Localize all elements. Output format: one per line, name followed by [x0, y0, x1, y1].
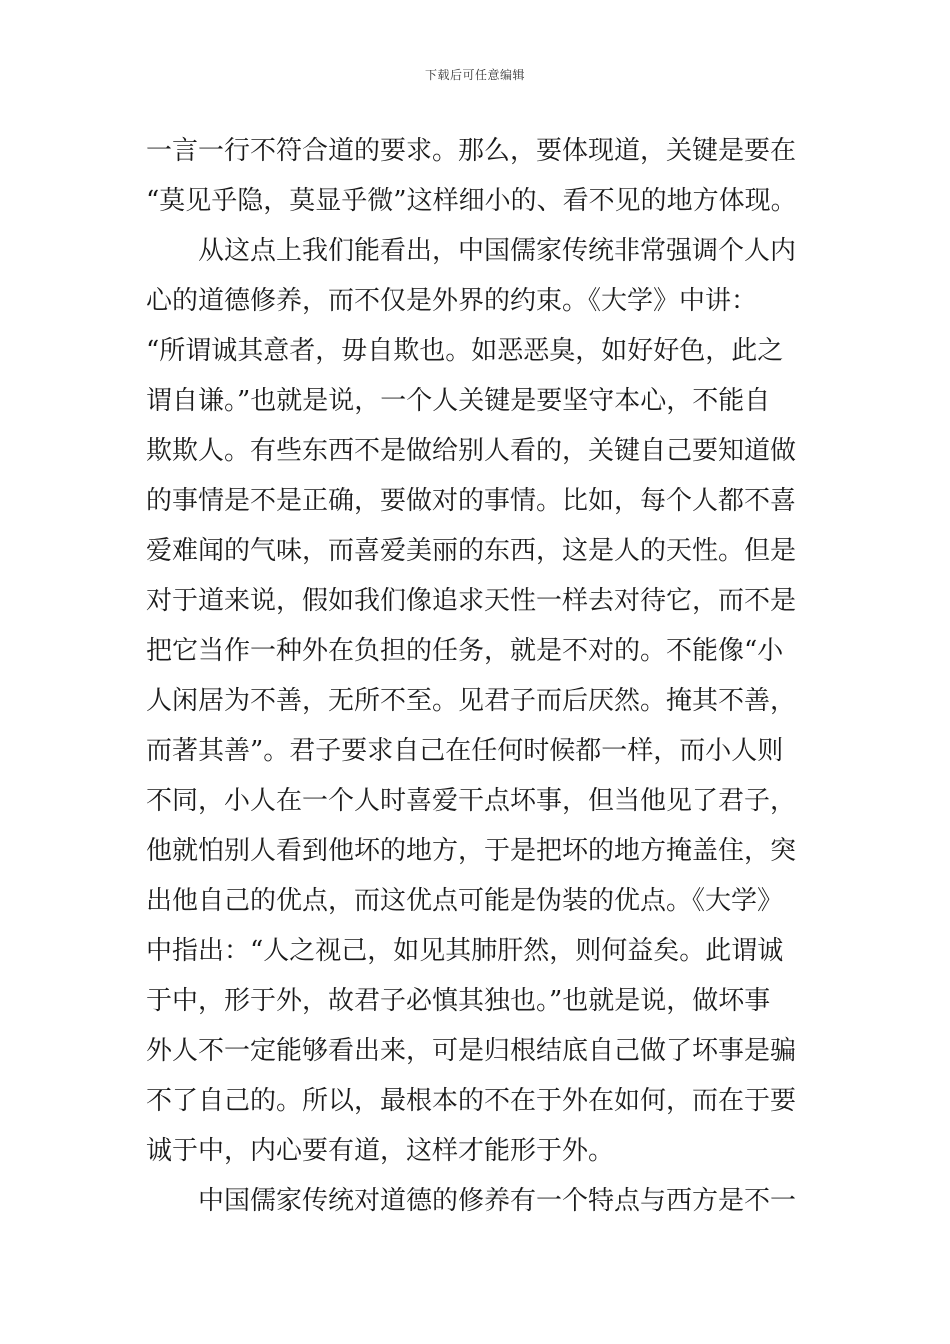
text-line: 对于道来说，假如我们像追求天性一样去对待它，而不是: [146, 586, 797, 616]
text-line: 的事情是不是正确，要做对的事情。比如，每个人都不喜: [146, 486, 797, 516]
text-line: 从这点上我们能看出，中国儒家传统非常强调个人内: [198, 236, 797, 266]
text-line: 谓自谦。”也就是说，一个人关键是要坚守本心，不能自: [146, 386, 771, 416]
text-line: 而著其善”。君子要求自己在任何时候都一样，而小人则: [146, 736, 784, 766]
text-line: 把它当作一种外在负担的任务，就是不对的。不能像“小: [146, 636, 784, 666]
document-body: [146, 126, 811, 1226]
text-line: 中国儒家传统对道德的修养有一个特点与西方是不一: [198, 1186, 797, 1216]
text-line: 爱难闻的气味，而喜爱美丽的东西，这是人的天性。但是: [146, 536, 797, 566]
text-line: 一言一行不符合道的要求。那么，要体现道，关键是要在: [146, 136, 797, 166]
text-line: 欺欺人。有些东西不是做给别人看的，关键自己要知道做: [146, 436, 797, 466]
text-line: 外人不一定能够看出来，可是归根结底自己做了坏事是骗: [146, 1036, 797, 1066]
text-line: 于中，形于外，故君子必慎其独也。”也就是说，做坏事: [146, 986, 771, 1016]
text-line: 诚于中，内心要有道，这样才能形于外。: [146, 1136, 615, 1166]
text-line: 人闲居为不善，无所不至。见君子而后厌然。掩其不善，: [146, 686, 797, 716]
text-line: 中指出：“人之视己，如见其肺肝然，则何益矣。此谓诚: [146, 936, 784, 966]
text-line: 心的道德修养，而不仅是外界的约束。《大学》中讲：: [146, 286, 758, 316]
text-line: “所谓诚其意者，毋自欺也。如恶恶臭，如好好色，此之: [146, 336, 784, 366]
text-line: 他就怕别人看到他坏的地方，于是把坏的地方掩盖住，突: [146, 836, 797, 866]
text-line: “莫见乎隐，莫显乎微”这样细小的、看不见的地方体现。: [146, 186, 797, 216]
page-header: 下载后可任意编辑: [424, 68, 525, 82]
text-line: 不同，小人在一个人时喜爱干点坏事，但当他见了君子，: [146, 786, 797, 816]
text-line: 不了自己的。所以，最根本的不在于外在如何，而在于要: [146, 1086, 797, 1116]
text-line: 出他自己的优点，而这优点可能是伪装的优点。《大学》: [146, 886, 784, 916]
